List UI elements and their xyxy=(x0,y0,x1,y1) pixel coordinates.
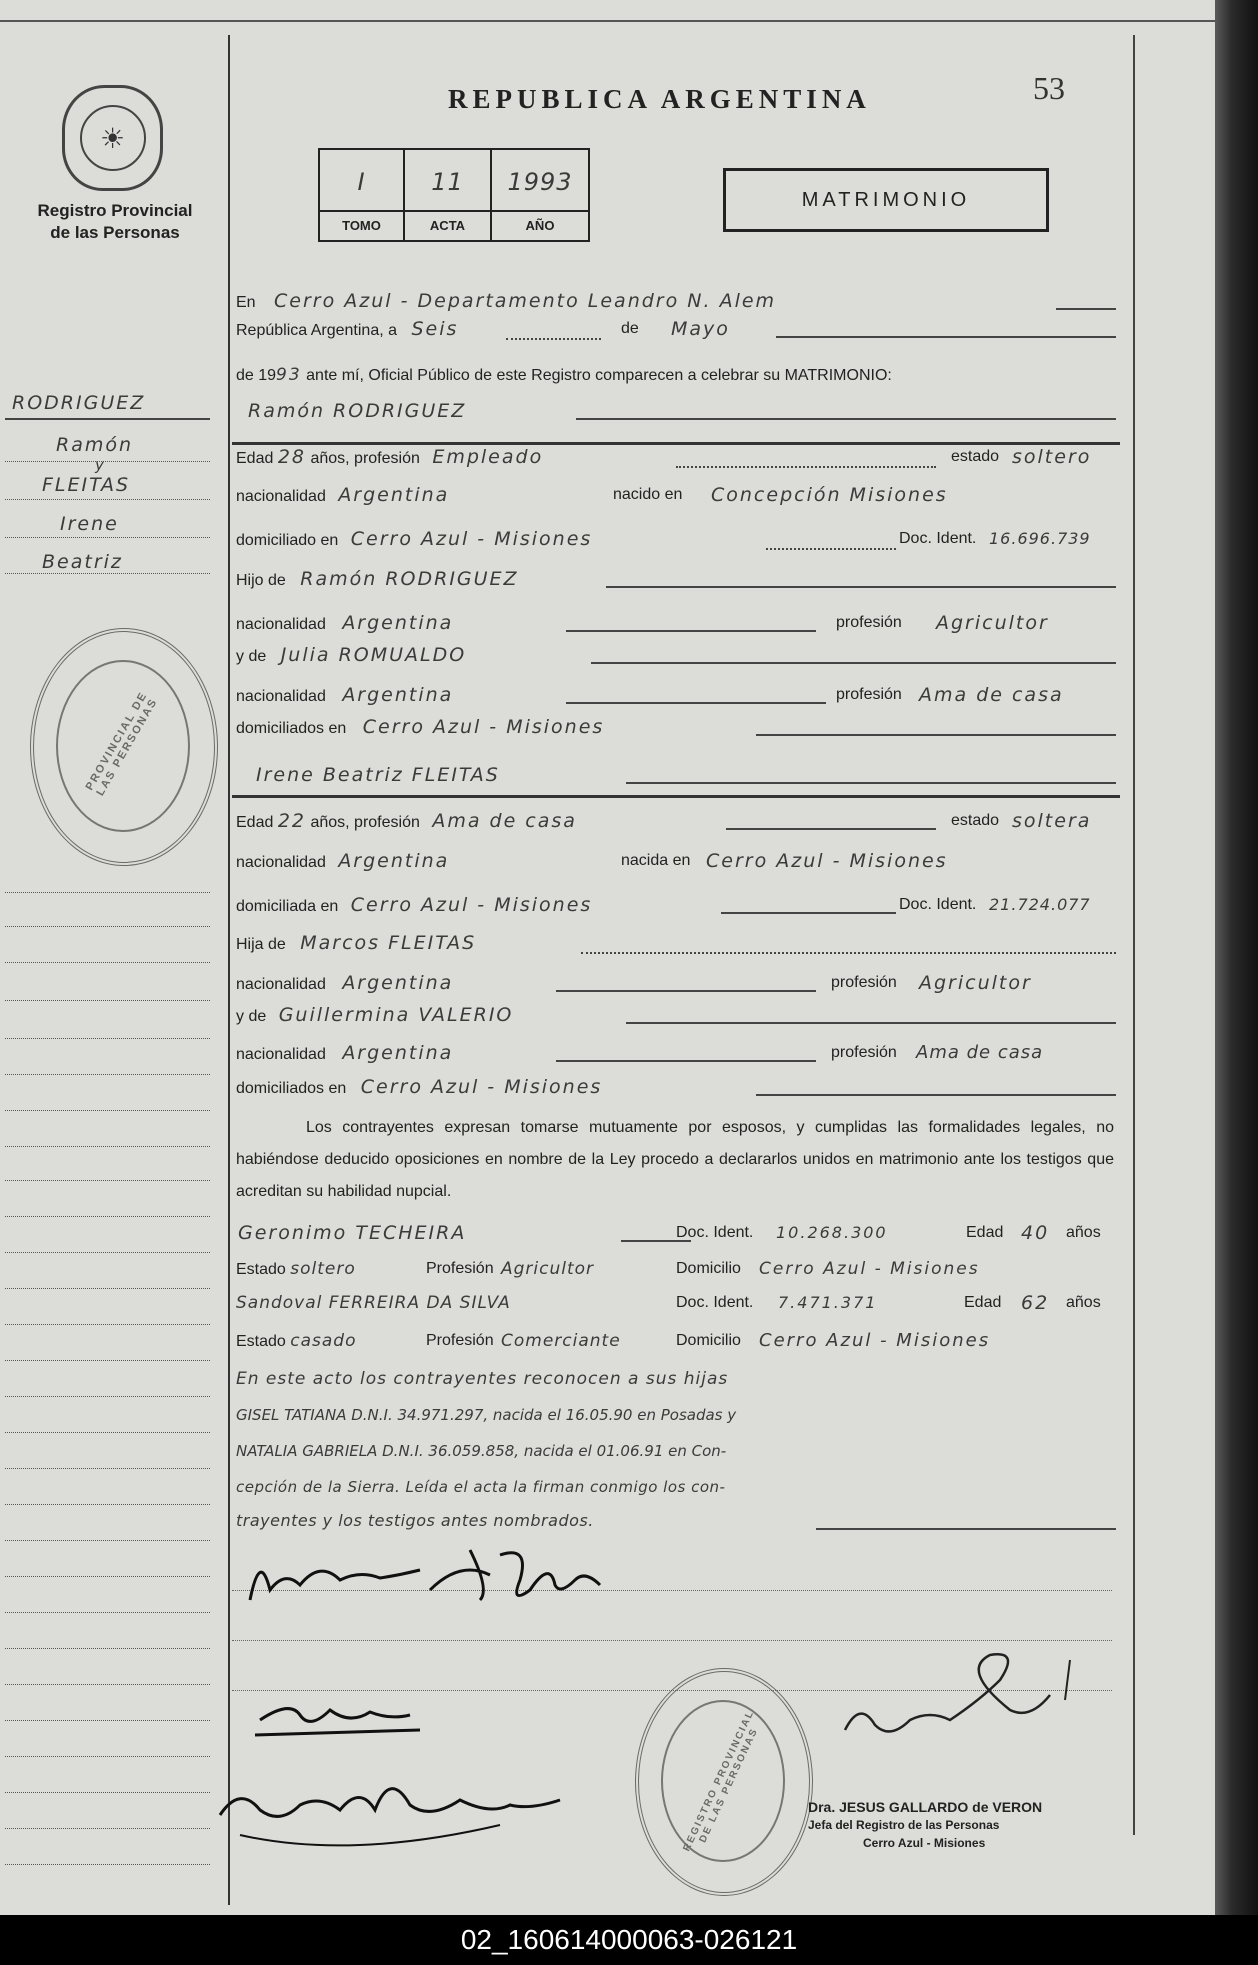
bride-signature xyxy=(490,1540,630,1610)
witness2-profession: Comerciante xyxy=(501,1331,621,1351)
official-name: Dra. JESUS GALLARDO de VERON xyxy=(808,1799,1043,1815)
margin-line xyxy=(5,1864,210,1865)
bride-age-line: Edad 22 años, profesión Ama de casa estado soltera xyxy=(236,804,1116,838)
acta-cell: 11 ACTA xyxy=(405,150,492,240)
witness2-details-line: Estado casado Profesión Comerciante Domicilio Cerro Azul - Misiones xyxy=(236,1324,1116,1358)
ano-cell: 1993 AÑO xyxy=(492,150,588,240)
witness1-age: 40 xyxy=(1021,1222,1050,1244)
month-value: Mayo xyxy=(671,318,730,340)
bride-doc-number: 21.724.077 xyxy=(989,895,1091,914)
witness2-line: Sandoval FERREIRA DA SILVA Doc. Ident. 7.471.371 Edad 62 años xyxy=(236,1286,1116,1320)
year-value: 93 xyxy=(276,365,302,385)
bride-mother-profession: Ama de casa xyxy=(916,1042,1044,1063)
margin-line xyxy=(5,1288,210,1289)
witness1-details-line: Estado soltero Profesión Agricultor Domicilio Cerro Azul - Misiones xyxy=(236,1252,1116,1286)
witness1-name: Geronimo TECHEIRA xyxy=(238,1222,467,1244)
margin-line xyxy=(5,461,210,462)
groom-age-line: Edad 28 años, profesión Empleado estado soltero xyxy=(236,440,1116,474)
witness1-doc: 10.268.300 xyxy=(776,1223,888,1242)
folio-number: 53 xyxy=(1033,70,1065,106)
intro-line-date: República Argentina, a Seis de Mayo xyxy=(236,312,1116,346)
declaration-paragraph: Los contrayentes expresan tomarse mutuamente por esposos, y cumplidas las formalidades legales, no habiéndose deducido oposiciones en nombre de la Ley procedo a declararlos unidos en matrimonio ante los testigos que acreditan su habilidad nupcial. xyxy=(236,1119,1114,1200)
intro-line-place: En Cerro Azul - Departamento Leandro N. Alem xyxy=(236,284,1116,318)
country-title: REPUBLICA ARGENTINA xyxy=(448,84,871,114)
witness2-signature xyxy=(200,1765,620,1855)
annotation-line: GISEL TATIANA D.N.I. 34.971.297, nacida el 16.05.90 en Posadas y xyxy=(236,1406,737,1424)
margin-line xyxy=(5,1324,210,1325)
witness1-domicile: Cerro Azul - Misiones xyxy=(759,1259,980,1279)
margin-line xyxy=(5,1252,210,1253)
witness1-line: Geronimo TECHEIRA Doc. Ident. 10.268.300 Edad 40 años xyxy=(236,1216,1116,1250)
place-value: Cerro Azul - Departamento Leandro N. Alem xyxy=(274,290,777,312)
official-title: Jefa del Registro de las Personas xyxy=(808,1818,1000,1832)
groom-father-profession: Agricultor xyxy=(936,612,1049,634)
margin-line xyxy=(5,962,210,963)
groom-domicile-line: domiciliado en Cerro Azul - Misiones Doc. Ident. 16.696.739 xyxy=(236,522,1116,556)
bride-civil-status: soltera xyxy=(1012,810,1092,832)
margin-bride-name2: Beatriz xyxy=(42,551,123,573)
groom-name-line xyxy=(236,394,1116,428)
margin-line xyxy=(5,1110,210,1111)
margin-line xyxy=(5,1720,210,1721)
bride-name-line xyxy=(236,758,1116,792)
margin-line xyxy=(5,1612,210,1613)
margin-line xyxy=(5,1756,210,1757)
groom-age: 28 xyxy=(277,446,307,468)
official-block xyxy=(808,1798,1042,1852)
witness1-signature xyxy=(250,1690,430,1740)
official-signature xyxy=(830,1640,1090,1770)
image-code-footer: 02_160614000063-026121 xyxy=(0,1915,1258,1965)
annotation-line: En este acto los contrayentes reconocen a sus hijas xyxy=(236,1369,729,1389)
margin-line xyxy=(5,1540,210,1541)
bride-mother: Guillermina VALERIO xyxy=(278,1004,514,1026)
bride-parents-domicile: Cerro Azul - Misiones xyxy=(360,1076,603,1098)
margin-line xyxy=(5,499,210,500)
section-separator xyxy=(232,795,1120,798)
margin-line xyxy=(5,1216,210,1217)
groom-doc-number: 16.696.739 xyxy=(989,529,1091,548)
groom-mother-nationality: Argentina xyxy=(342,684,454,706)
bride-father-profession: Agricultor xyxy=(919,972,1032,994)
margin-line xyxy=(5,1146,210,1147)
annotation-line: trayentes y los testigos antes nombrados. xyxy=(236,1504,1116,1538)
groom-full-name: Ramón RODRIGUEZ xyxy=(248,400,467,422)
margin-line xyxy=(5,1684,210,1685)
margin-line xyxy=(5,1504,210,1505)
bride-nationality: Argentina xyxy=(338,850,450,872)
witness2-age: 62 xyxy=(1021,1292,1050,1314)
official-location: Cerro Azul - Misiones xyxy=(863,1836,986,1850)
witness1-profession: Agricultor xyxy=(501,1259,595,1279)
left-stamp: PROVINCIAL DE LAS PERSONAS xyxy=(30,628,218,866)
bride-profession: Ama de casa xyxy=(432,810,577,832)
margin-line xyxy=(5,1576,210,1577)
bride-age: 22 xyxy=(277,810,307,832)
groom-father-nationality: Argentina xyxy=(342,612,454,634)
provincial-emblem-icon: ☀ xyxy=(62,85,163,191)
margin-line xyxy=(5,1792,210,1793)
bride-father-nationality-line: nacionalidad Argentina profesión Agricultor xyxy=(236,966,1116,1000)
bride-domicile: Cerro Azul - Misiones xyxy=(350,894,593,916)
witness2-domicile: Cerro Azul - Misiones xyxy=(759,1330,991,1351)
witness2-doc: 7.471.371 xyxy=(778,1293,878,1312)
witness1-status: soltero xyxy=(290,1259,356,1279)
margin-conjunction: y xyxy=(95,456,106,474)
register-table xyxy=(318,148,590,242)
bride-father-line: Hija de Marcos FLEITAS xyxy=(236,926,1116,960)
act-type-box: MATRIMONIO xyxy=(723,168,1049,232)
groom-nationality-line: nacionalidad Argentina nacido en Concepción Misiones xyxy=(236,478,1116,512)
bride-parents-domicile-line: domiciliados en Cerro Azul - Misiones xyxy=(236,1070,1116,1104)
groom-civil-status: soltero xyxy=(1012,446,1092,468)
groom-parents-domicile: Cerro Azul - Misiones xyxy=(362,716,605,738)
groom-father-nationality-line: nacionalidad Argentina profesión Agricultor xyxy=(236,606,1116,640)
bride-mother-nationality-line: nacionalidad Argentina profesión Ama de casa xyxy=(236,1036,1116,1070)
bride-father: Marcos FLEITAS xyxy=(300,932,477,954)
margin-line xyxy=(5,537,210,538)
margin-rule xyxy=(228,35,230,1905)
bottom-stamp: REGISTRO PROVINCIAL DE LAS PERSONAS xyxy=(635,1668,813,1896)
margin-line xyxy=(5,1432,210,1433)
margin-line xyxy=(5,1038,210,1039)
groom-father-line: Hijo de Ramón RODRIGUEZ xyxy=(236,562,1116,596)
groom-mother-line: y de Julia ROMUALDO xyxy=(236,638,1116,672)
day-value: Seis xyxy=(411,318,459,340)
bride-birthplace: Cerro Azul - Misiones xyxy=(706,850,948,872)
margin-bride-name1: Irene xyxy=(60,513,119,535)
margin-line xyxy=(5,926,210,927)
bride-mother-nationality: Argentina xyxy=(342,1042,454,1064)
margin-line xyxy=(5,1468,210,1469)
margin-line xyxy=(5,1074,210,1075)
bride-domicile-line: domiciliada en Cerro Azul - Misiones Doc. Ident. 21.724.077 xyxy=(236,888,1116,922)
right-rule xyxy=(1133,35,1135,1835)
bride-father-nationality: Argentina xyxy=(342,972,454,994)
margin-line xyxy=(5,892,210,893)
groom-birthplace: Concepción Misiones xyxy=(711,484,948,506)
bride-nationality-line: nacionalidad Argentina nacida en Cerro Azul - Misiones xyxy=(236,844,1116,878)
bride-mother-line: y de Guillermina VALERIO xyxy=(236,998,1116,1032)
margin-bride-surname: FLEITAS xyxy=(42,474,131,496)
groom-domicile: Cerro Azul - Misiones xyxy=(350,528,593,550)
margin-line xyxy=(5,1360,210,1361)
annotation-line: NATALIA GABRIELA D.N.I. 36.059.858, nacida el 01.06.91 en Con- xyxy=(236,1442,727,1460)
witness2-status: casado xyxy=(290,1331,357,1351)
groom-parents-domicile-line: domiciliados en Cerro Azul - Misiones xyxy=(236,710,1116,744)
intro-line-year: de 1993 ante mí, Oficial Público de este Registro comparecen a celebrar su MATRIMONIO: xyxy=(236,365,892,385)
bride-full-name: Irene Beatriz FLEITAS xyxy=(256,764,500,786)
groom-nationality: Argentina xyxy=(338,484,450,506)
registry-label: Registro Provincial de las Personas xyxy=(37,201,193,242)
groom-profession: Empleado xyxy=(432,446,544,468)
margin-line xyxy=(5,1000,210,1001)
groom-mother-nationality-line: nacionalidad Argentina profesión Ama de casa xyxy=(236,678,1116,712)
witness2-name: Sandoval FERREIRA DA SILVA xyxy=(236,1293,511,1313)
margin-groom-name: Ramón xyxy=(56,434,134,456)
tomo-cell: I TOMO xyxy=(320,150,405,240)
margin-line xyxy=(5,1396,210,1397)
annotation-line: cepción de la Sierra. Leída el acta la firman conmigo los con- xyxy=(236,1478,726,1496)
margin-line xyxy=(5,1648,210,1649)
margin-line xyxy=(5,1828,210,1829)
groom-mother-profession: Ama de casa xyxy=(919,684,1064,706)
margin-groom-surname: RODRIGUEZ xyxy=(12,392,146,414)
groom-mother: Julia ROMUALDO xyxy=(280,644,467,666)
groom-father: Ramón RODRIGUEZ xyxy=(300,568,519,590)
top-rule xyxy=(0,20,1215,22)
margin-line xyxy=(5,1180,210,1181)
margin-line xyxy=(5,573,210,574)
book-binding xyxy=(1215,0,1258,1915)
